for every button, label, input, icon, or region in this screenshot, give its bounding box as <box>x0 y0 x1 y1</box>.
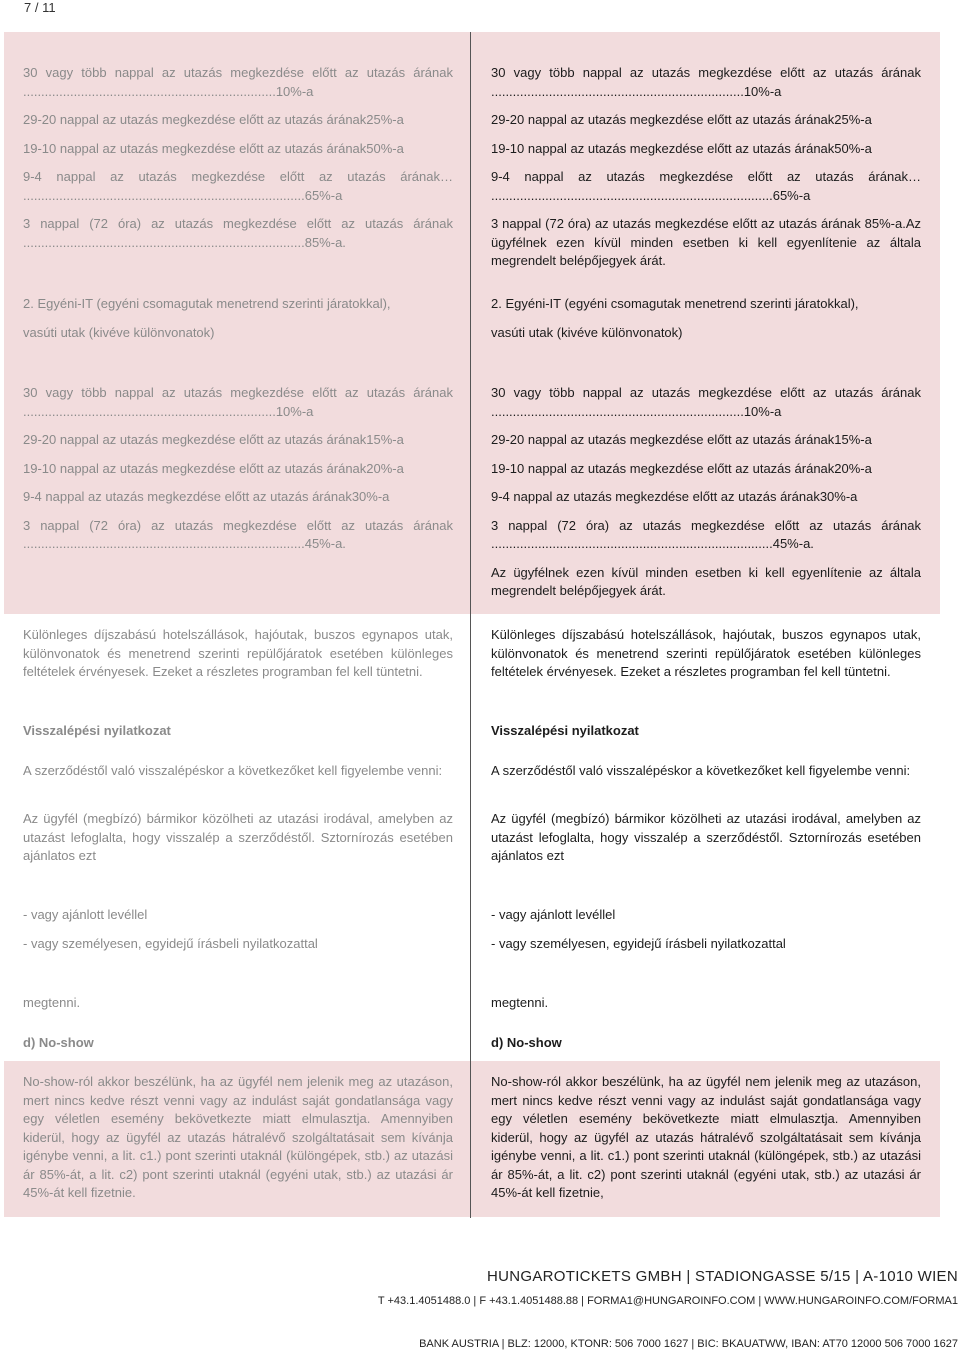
option-personal: - vagy személyesen, egyidejű írásbeli nyilatkozattal <box>491 936 786 951</box>
column-divider <box>470 32 471 1218</box>
page-number: 7 / 11 <box>24 0 56 15</box>
noshow-paragraph: No-show-ról akkor beszélünk, ha az ügyfél nem jelenik meg az utazáson, mert nincs kedve részt venni vagy az indulást saját gondatlansága vagy egy véletlen esemény bekövetkezte miatt elmulasztja. Amennyiben kiderül, hogy az ügyfél az utazás hátralévő szolgáltatásait sem kívánja igénybe venni, a lit. c1.) pont szerinti utaknál (különgépek, stb.) az utazási ár 85%-át, a lit. c2) pont szerinti utaknál (egyéni utak, stb.) az utazási ár 45%-át kell fizetnie. <box>23 1074 453 1200</box>
withdrawal-title: Visszalépési nyilatkozat <box>23 723 171 738</box>
special-terms-paragraph: Különleges díjszabású hotelszállások, hajóutak, buszos egynapos utak, különvonatok és menetrend szerinti repülőjáratok esetében különleges feltételek érvényesek. Ezeket a részletes programban fel kell tüntetni. <box>491 627 921 679</box>
fee-item: 29-20 nappal az utazás megkezdése előtt az utazás árának25%-a <box>23 112 404 127</box>
fee-item: 3 nappal (72 óra) az utazás megkezdése előtt az utazás árának 85%-a.Az ügyfélnek ezen kívül minden esetben ki kell egyenlítenie az általa megrendelt belépőjegyek árát. <box>491 216 921 268</box>
left-column <box>23 0 453 1230</box>
fee-item: 9-4 nappal az utazás megkezdése előtt az utazás árának… ..............................................................................65%-a <box>23 169 453 203</box>
fee-item: 19-10 nappal az utazás megkezdése előtt az utazás árának20%-a <box>23 460 404 476</box>
right-column <box>491 0 921 1230</box>
option-personal: - vagy személyesen, egyidejű írásbeli nyilatkozattal <box>23 936 318 951</box>
section-subheading: vasúti utak (kivéve különvonatok) <box>491 325 683 340</box>
fee-item: 29-20 nappal az utazás megkezdése előtt az utazás árának15%-a <box>23 432 404 447</box>
fee-note: Az ügyfélnek ezen kívül minden esetben ki kell egyenlítenie az általa megrendelt belépőjegyek árát. <box>491 564 921 598</box>
footer-company-address: HUNGAROTICKETS GMBH | STADIONGASSE 5/15 | A-1010 WIEN <box>486 1268 958 1285</box>
fee-item: 30 vagy több nappal az utazás megkezdése előtt az utazás árának ......................................................................10%-a <box>491 65 921 99</box>
noshow-title: d) No-show <box>491 1035 562 1050</box>
fee-item: 3 nappal (72 óra) az utazás megkezdése előtt az utazás árának ..............................................................................45%-a. <box>491 517 921 551</box>
section-heading: 2. Egyéni-IT (egyéni csomagutak menetrend szerinti járatokkal), <box>23 296 391 311</box>
fee-item: 9-4 nappal az utazás megkezdése előtt az utazás árának30%-a <box>23 489 390 504</box>
fee-item: 30 vagy több nappal az utazás megkezdése előtt az utazás árának ......................................................................10%-a <box>23 65 453 99</box>
megtenni-text: megtenni. <box>23 995 81 1010</box>
cancel-fee-list-2 <box>491 384 921 601</box>
fee-item: 9-4 nappal az utazás megkezdése előtt az utazás árának… ..............................................................................65%-a <box>491 169 921 203</box>
fee-item: 29-20 nappal az utazás megkezdése előtt az utazás árának25%-a <box>491 112 872 127</box>
cancel-fee-list-1 <box>491 64 921 271</box>
fee-item: 19-10 nappal az utazás megkezdése előtt az utazás árának50%-a <box>491 140 872 156</box>
megtenni-text: megtenni. <box>491 995 549 1010</box>
fee-item: 29-20 nappal az utazás megkezdése előtt az utazás árának15%-a <box>491 432 872 447</box>
footer-bank-details: BANK AUSTRIA | BLZ: 12000, KTONR: 506 7000 1627 | BIC: BKAUATWW, IBAN: AT70 12000 506 7000 1627 <box>419 1338 958 1350</box>
fee-item: 30 vagy több nappal az utazás megkezdése előtt az utazás árának ......................................................................10%-a <box>23 385 453 419</box>
withdrawal-intro: A szerződéstől való visszalépéskor a következőket kell figyelembe venni: <box>491 763 911 778</box>
fee-item: 30 vagy több nappal az utazás megkezdése előtt az utazás árának ......................................................................10%-a <box>491 385 921 419</box>
noshow-title: d) No-show <box>23 1035 94 1050</box>
fee-item: 19-10 nappal az utazás megkezdése előtt az utazás árának50%-a <box>23 140 404 156</box>
withdrawal-title: Visszalépési nyilatkozat <box>491 723 639 738</box>
withdrawal-text: Az ügyfél (megbízó) bármikor közölheti az utazási irodával, amelyben az utazást lefoglalta, hogy visszalép a szerződéstől. Sztornírozás esetében ajánlatos ezt <box>491 811 921 863</box>
option-letter: - vagy ajánlott levéllel <box>491 907 616 922</box>
noshow-paragraph: No-show-ról akkor beszélünk, ha az ügyfél nem jelenik meg az utazáson, mert nincs kedve részt venni vagy az indulást saját gondatlansága vagy egy véletlen esemény bekövetkezte miatt elmulasztja. Amennyiben kiderül, hogy az ügyfél az utazás hátralévő szolgáltatásait sem kívánja igénybe venni, a lit. c1.) pont szerinti utaknál (különgépek, stb.) az utazási ár 85%-át, a lit. c2) pont szerinti utaknál (egyéni utak, stb.) az utazási ár 45%-át kell fizetnie, <box>491 1074 921 1200</box>
withdrawal-text: Az ügyfél (megbízó) bármikor közölheti az utazási irodával, amelyben az utazást lefoglalta, hogy visszalép a szerződéstől. Sztornírozás esetében ajánlatos ezt <box>23 811 453 863</box>
section-subheading: vasúti utak (kivéve különvonatok) <box>23 325 215 340</box>
withdrawal-intro: A szerződéstől való visszalépéskor a következőket kell figyelembe venni: <box>23 763 443 778</box>
fee-item: 3 nappal (72 óra) az utazás megkezdése előtt az utazás árának ..............................................................................85%-a. <box>23 216 453 250</box>
special-terms-paragraph: Különleges díjszabású hotelszállások, hajóutak, buszos egynapos utak, különvonatok és menetrend szerinti repülőjáratok esetében különleges feltételek érvényesek. Ezeket a részletes programban fel kell tüntetni. <box>23 627 453 679</box>
cancel-fee-list-2 <box>23 384 453 554</box>
fee-item: 3 nappal (72 óra) az utazás megkezdése előtt az utazás árának ..............................................................................45%-a. <box>23 517 453 551</box>
cancel-fee-list-1 <box>23 64 453 252</box>
option-letter: - vagy ajánlott levéllel <box>23 907 148 922</box>
section-heading: 2. Egyéni-IT (egyéni csomagutak menetrend szerinti járatokkal), <box>491 296 859 311</box>
footer-contact: T +43.1.4051488.0 | F +43.1.4051488.88 | FORMA1@HUNGAROINFO.COM | WWW.HUNGAROINFO.COM/FORMA1 <box>377 1295 958 1307</box>
fee-item: 9-4 nappal az utazás megkezdése előtt az utazás árának30%-a <box>491 489 858 504</box>
fee-item: 19-10 nappal az utazás megkezdése előtt az utazás árának20%-a <box>491 460 872 476</box>
